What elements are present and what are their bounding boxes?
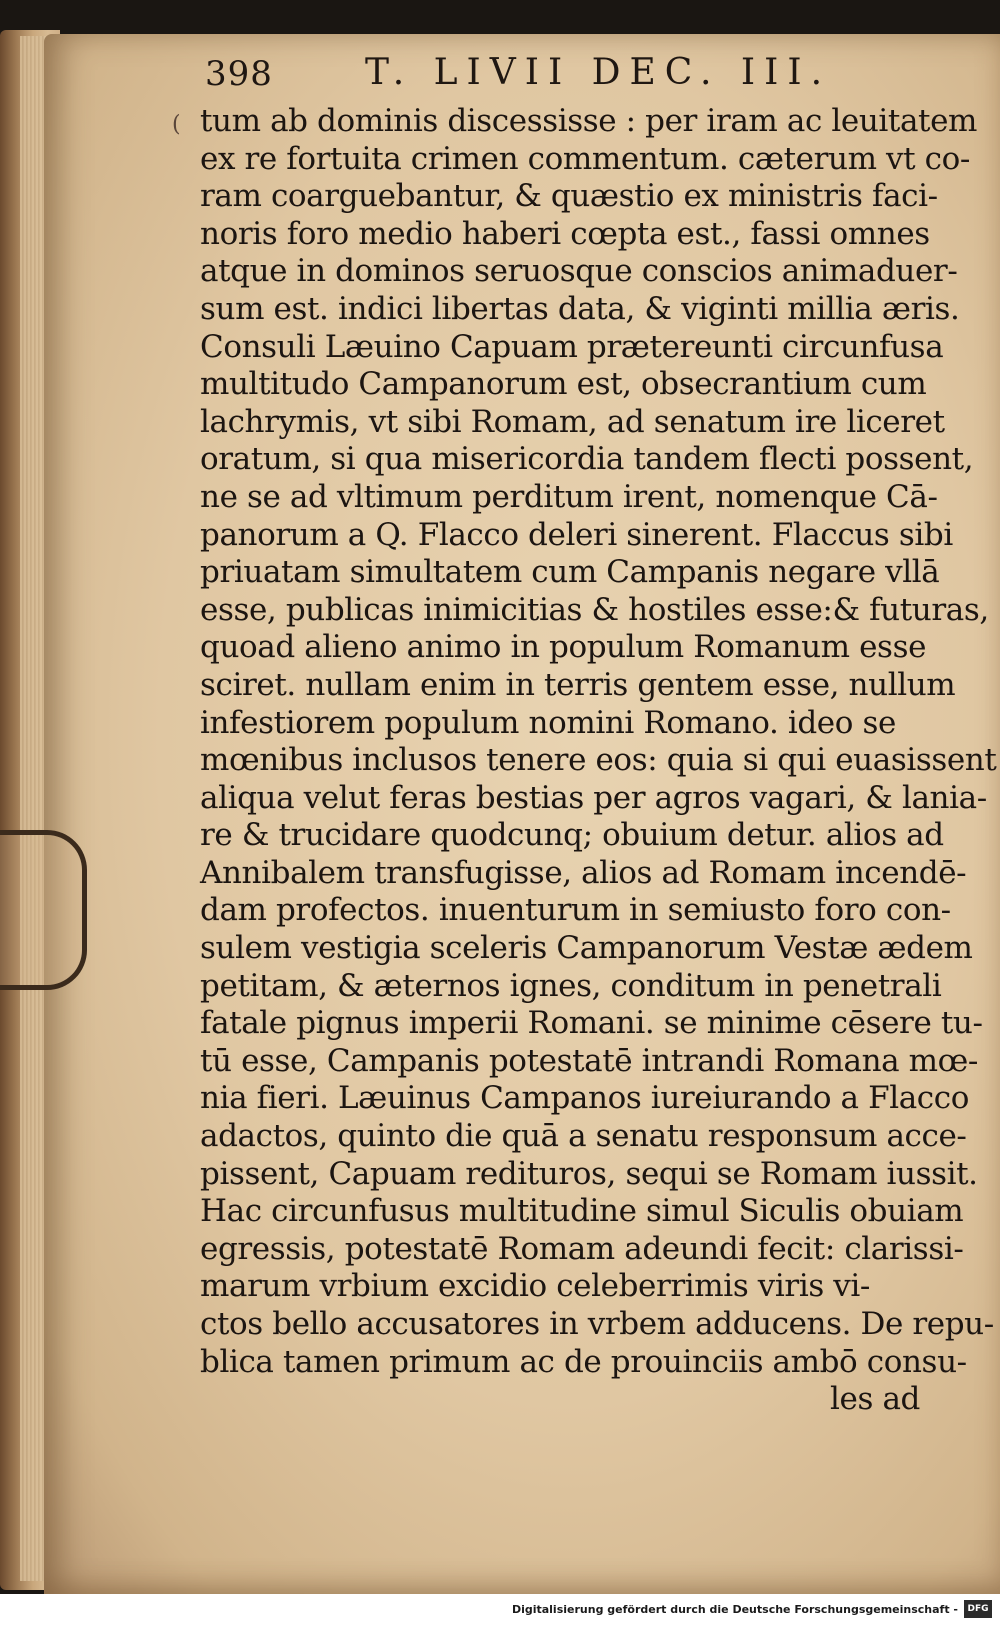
text-line: mœnibus inclusos tenere eos: quia si qui euasissent — [200, 742, 997, 779]
text-line: ne se ad vltimum perditum irent, nomenque Cā- — [200, 478, 938, 515]
margin-mark: ( — [172, 112, 181, 137]
text-line: ex re fortuita crimen commentum. cæterum vt co- — [200, 140, 970, 177]
text-line: noris foro medio haberi cœpta est., fassi omnes — [200, 215, 930, 252]
text-line: tum ab dominis discessisse : per iram ac leuitatem — [200, 103, 978, 139]
text-line: adactos, quinto die quā a senatu responsum acce- — [200, 1118, 967, 1155]
text-line: sum est. indici libertas data, & viginti millia æris. — [200, 290, 960, 327]
text-line: lachrymis, vt sibi Romam, ad senatum ire liceret — [200, 403, 945, 440]
text-line: sulem vestigia sceleris Campanorum Vestæ ædem — [200, 930, 973, 967]
text-line: oratum, si qua misericordia tandem flecti possent, — [200, 441, 974, 478]
text-line: Hac circunfusus multitudine simul Siculis obuiam — [200, 1193, 964, 1230]
text-line: Annibalem transfugisse, alios ad Romam incendē- — [200, 854, 967, 891]
text-line: esse, publicas inimicitias & hostiles esse:& futuras, — [200, 591, 989, 628]
text-line: petitam, & æternos ignes, conditum in penetrali — [200, 967, 942, 1004]
text-line: re & trucidare quodcunq; obuium detur. alios ad — [200, 817, 944, 854]
text-line: multitudo Campanorum est, obsecrantium cum — [200, 366, 927, 403]
funding-credit: Digitalisierung gefördert durch die Deutsche Forschungsgemeinschaft - — [511, 1603, 958, 1616]
text-line: priuatam simultatem cum Campanis negare vllā — [200, 554, 940, 591]
text-line: fatale pignus imperii Romani. se minime cēsere tu- — [200, 1005, 983, 1042]
text-line: pissent, Capuam redituros, sequi se Romam iussit. — [200, 1155, 978, 1192]
text-line: atque in dominos seruosque conscios animaduer- — [200, 253, 958, 290]
text-line: quoad alieno animo in populum Romanum esse — [200, 629, 927, 666]
catchword: les ad — [830, 1381, 920, 1418]
text-line: ctos bello accusatores in vrbem adducens. De repu- — [200, 1306, 994, 1342]
page-number: 398 — [205, 54, 273, 94]
text-line: marum vrbium excidio celeberrimis viris vi- — [200, 1268, 871, 1305]
body-text — [200, 103, 997, 1419]
footer-strip — [0, 1594, 1000, 1626]
text-line: tū esse, Campanis potestatē intrandi Romana mœ- — [200, 1042, 978, 1079]
text-line: aliqua velut feras bestias per agros vagari, & lania- — [200, 779, 987, 816]
book-clasp — [0, 830, 87, 990]
text-line: blica tamen primum ac de prouinciis ambō consu- — [200, 1343, 967, 1380]
running-title: T. LIVII DEC. III. — [365, 52, 832, 93]
dfg-logo: DFG — [964, 1600, 992, 1618]
text-line: dam profectos. inuenturum in semiusto foro con- — [200, 892, 951, 929]
page-header — [205, 48, 845, 98]
text-line: panorum a Q. Flacco deleri sinerent. Flaccus sibi — [200, 516, 953, 553]
text-line: nia fieri. Læuinus Campanos iureiurando a Flacco — [200, 1080, 969, 1117]
text-line: sciret. nullam enim in terris gentem esse, nullum — [200, 666, 956, 703]
text-line: Consuli Læuino Capuam prætereunti circunfusa — [200, 328, 944, 365]
text-line: ram coarguebantur, & quæstio ex ministris faci- — [200, 178, 938, 215]
text-line: egressis, potestatē Romam adeundi fecit: clarissi- — [200, 1230, 964, 1267]
text-line: infestiorem populum nomini Romano. ideo se — [200, 704, 896, 741]
